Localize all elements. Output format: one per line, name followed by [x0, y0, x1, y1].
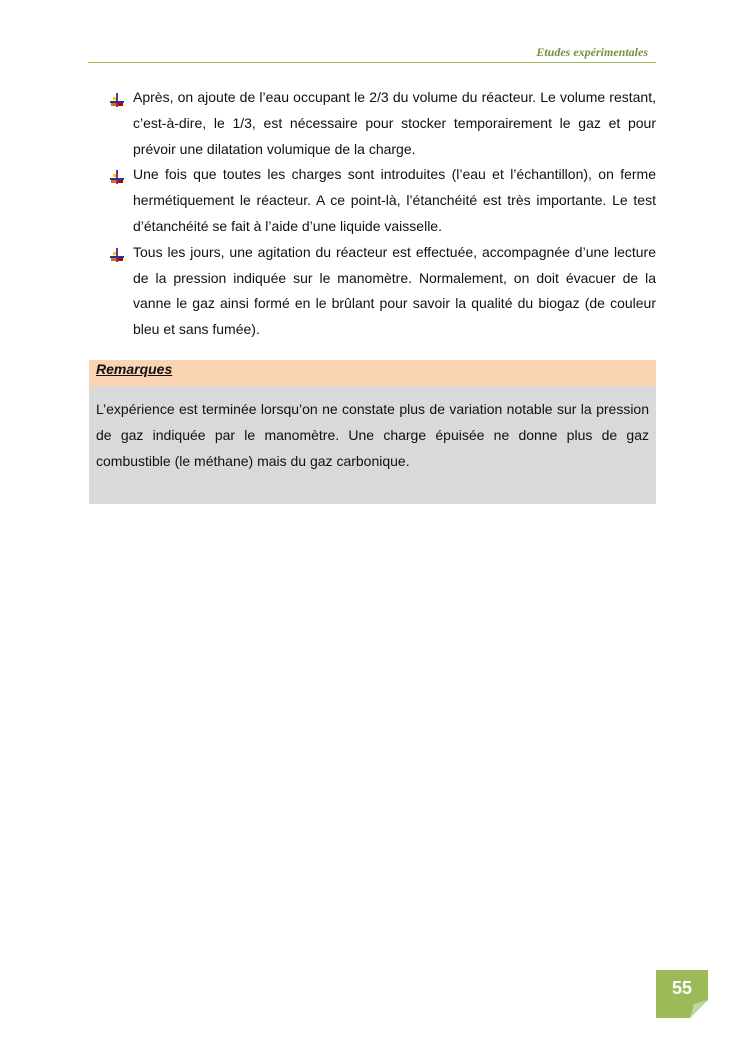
header-title: Etudes expérimentales [536, 45, 648, 59]
bullet-text: Une fois que toutes les charges sont introduites (l’eau et l’échantillon), on ferme hermétiquement le réacteur. A ce point-là, l’étanchéité est très importante. Le test d’étanchéité se fait à l’aide d’une liquide vaisselle. [133, 166, 656, 234]
bullet-text: Après, on ajoute de l’eau occupant le 2/3 du volume du réacteur. Le volume restant, c’est-à-dire, le 1/3, est nécessaire pour stocker temporairement le gaz et pour prévoir une dilatation volumique de la charge. [133, 89, 656, 157]
cross-bullet-icon [110, 167, 124, 181]
list-item [110, 162, 656, 239]
list-item [110, 240, 656, 343]
remarks-box [89, 360, 656, 504]
cross-bullet-icon [110, 90, 124, 104]
cross-bullet-icon [110, 245, 124, 259]
bullet-list [110, 85, 656, 343]
list-item [110, 85, 656, 162]
page-number: 55 [671, 978, 693, 998]
page-header [88, 44, 656, 63]
remarks-body: L’expérience est terminée lorsqu’on ne constate plus de variation notable sur la pression de gaz indiquée par le manomètre. Une charge épuisée ne donne plus de gaz combustible (le méthane) mais du gaz carbonique. [96, 401, 649, 469]
bullet-text: Tous les jours, une agitation du réacteur est effectuée, accompagnée d’une lecture de la pression indiquée sur le manomètre. Normalement, on doit évacuer de la vanne le gaz ainsi formé en le brûlant pour savoir la qualité du biogaz (de couleur bleu et sans fumée). [133, 243, 656, 338]
remarks-title: Remarques [96, 361, 173, 377]
remarks-header [89, 360, 656, 386]
page-number-badge [656, 970, 708, 1018]
